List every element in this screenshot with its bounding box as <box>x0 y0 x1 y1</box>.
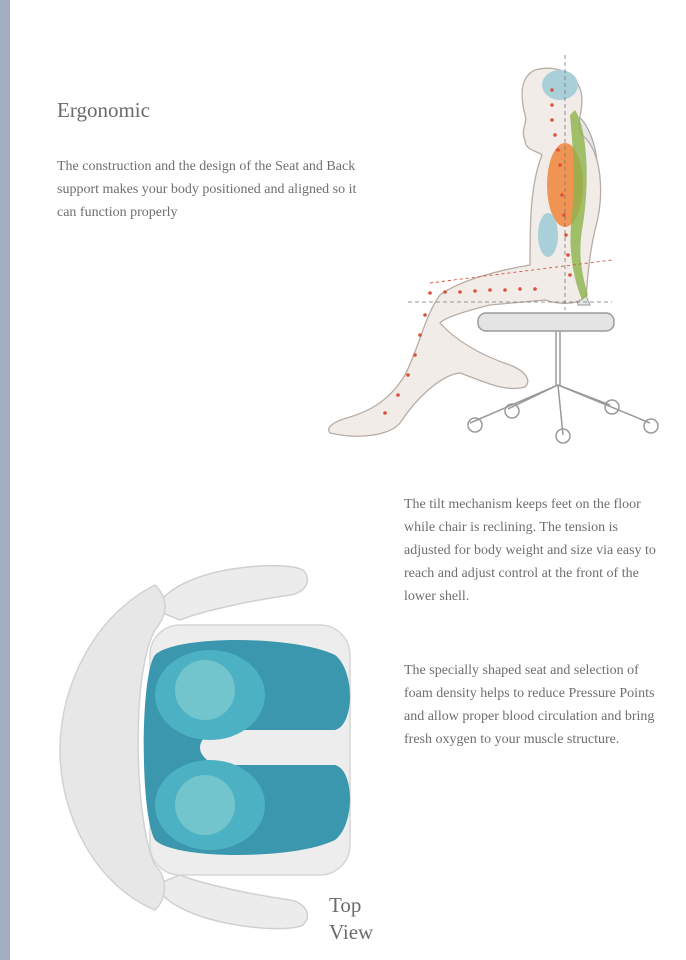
left-accent-bar <box>0 0 10 960</box>
top-view-line-1: Top <box>329 893 362 917</box>
seated-posture-illustration <box>320 55 670 450</box>
intro-paragraph: The construction and the design of the Seat and Back support makes your body positioned and aligned so it can function properly <box>57 159 357 220</box>
top-view-label <box>329 892 373 946</box>
top-view-line-2: View <box>329 920 374 944</box>
tilt-mechanism-paragraph: The tilt mechanism keeps feet on the floor while chair is reclining. The tension is adjusted for body weight and size via easy to reach and adjust control at the front of the lower shell. <box>404 497 656 604</box>
seat-foam-paragraph: The specially shaped seat and selection of foam density helps to reduce Pressure Points and allow proper blood circulation and bring fresh oxygen to your muscle structure. <box>404 663 655 747</box>
chair-top-view-illustration <box>55 555 365 940</box>
page-title: Ergonomic <box>57 98 150 122</box>
